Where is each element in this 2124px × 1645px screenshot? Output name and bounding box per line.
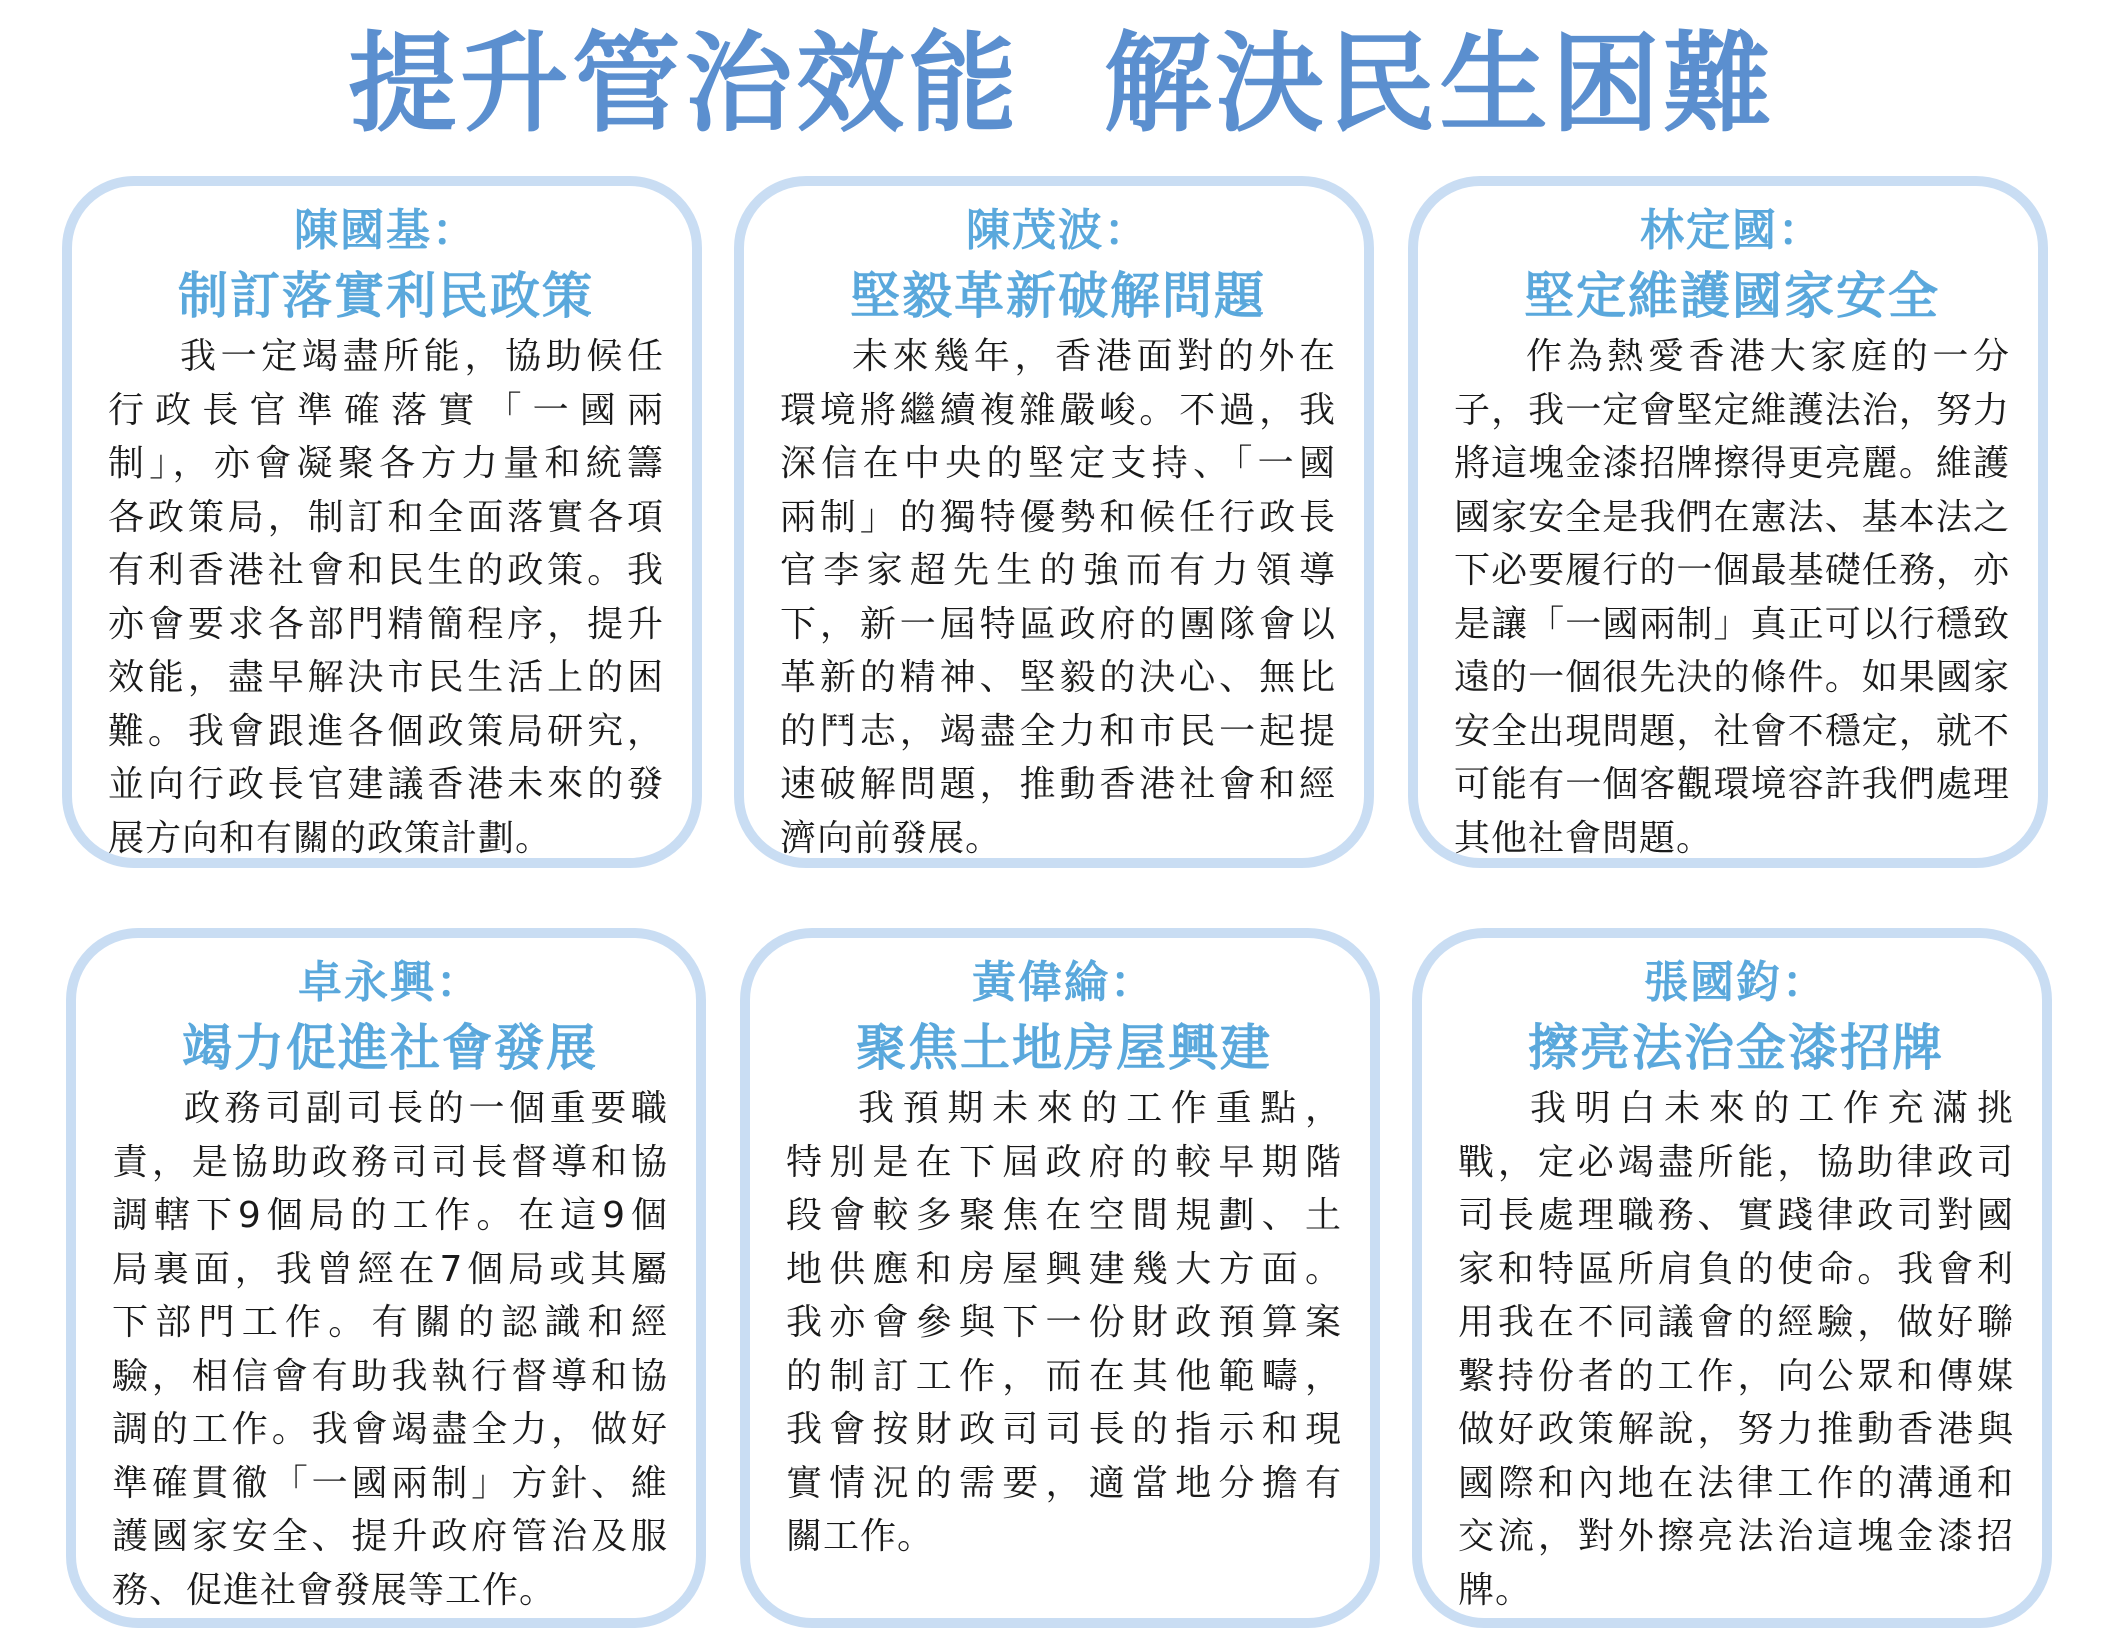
statement-line: 我預期未來的工作重點， [858,1088,1342,1129]
statement-line: 遠的一個很先決的條件。如果國家 [1454,657,2010,698]
statement-line: 國家安全是我們在憲法、基本法之 [1454,496,2010,538]
official-name: 陳國基： [294,205,478,256]
statement-line: 段會較多聚焦在空間規劃、土 [786,1195,1342,1236]
statement-line: 我會按財政司司長的指示和現 [786,1409,1342,1450]
statement-line: 做好政策解說，努力推動香港與 [1458,1409,2014,1450]
card-content [780,200,1336,865]
statement-line: 環境將繼續複雜嚴峻。不過，我 [780,389,1336,431]
card-content [786,952,1342,1564]
statement-card-paul-chan [734,176,1374,868]
statement-line: 難。我會跟進各個政策局研究， [108,710,664,752]
statement-line: 準確貫徹「一國兩制」方針、維 [112,1462,668,1504]
statement-card-chan-kwok-ki [62,176,702,868]
statement-line: 務、促進社會發展等工作。 [112,1569,557,1611]
card-content [1458,952,2014,1617]
statement-card-cheung-kwok-kwan [1412,928,2052,1628]
statement-line: 護國家安全、提升政府管治及服 [112,1516,668,1557]
statement-line: 濟向前發展。 [780,817,1003,859]
card-content [1454,200,2010,865]
statement-line: 國際和內地在法律工作的溝通和 [1458,1462,2014,1504]
statement-line: 政務司副司長的一個重要職 [184,1088,668,1129]
statement-line: 關工作。 [786,1516,935,1557]
statement-line: 責，是協助政務司司長督導和協 [112,1141,668,1183]
statement-line: 戰，定必竭盡所能，協助律政司 [1458,1141,2014,1183]
official-name: 林定國： [1640,205,1824,256]
statement-line: 家和特區所肩負的使命。我會利 [1458,1248,2014,1290]
statement-line: 展方向和有關的政策計劃。 [108,817,553,859]
statement-card-paul-lam [1408,176,2048,868]
statement-line: 亦會要求各部門精簡程序，提升 [108,603,664,645]
card-content [108,200,664,865]
statement-title: 堅定維護國家安全 [1524,267,1940,325]
statement-card-cheuk-wing-hing [66,928,706,1628]
official-name: 黃偉綸： [972,957,1156,1008]
statement-body [112,1082,668,1617]
statement-line: 下必要履行的一個最基礎任務，亦 [1454,550,2010,591]
statement-line: 深信在中央的堅定支持、「一國 [780,443,1336,484]
statement-body [780,330,1336,865]
statement-line: 各政策局，制訂和全面落實各項 [108,496,664,538]
statement-line: 局裏面，我曾經在7個局或其屬 [112,1248,668,1290]
statement-line: 是讓「一國兩制」真正可以行穩致 [1454,603,2010,645]
statement-line: 速破解問題，推動香港社會和經 [780,764,1336,805]
statement-line: 我一定竭盡所能，協助候任 [180,336,664,377]
statement-title: 聚焦土地房屋興建 [856,1019,1272,1077]
statement-title: 制訂落實利民政策 [178,267,594,325]
statement-line: 官李家超先生的強而有力領導 [780,550,1336,591]
statement-line: 地供應和房屋興建幾大方面。 [786,1248,1342,1290]
page-headline: 提升管治效能 解決民生困難 [348,22,1776,147]
statement-line: 作為熱愛香港大家庭的一分 [1526,336,2010,377]
statement-title: 擦亮法治金漆招牌 [1528,1019,1944,1077]
statement-line: 驗，相信會有助我執行督導和協 [112,1355,668,1397]
statement-line: 的制訂工作，而在其他範疇， [786,1355,1342,1397]
statement-title: 竭力促進社會發展 [182,1019,598,1077]
statement-line: 兩制」的獨特優勢和候任行政長 [780,496,1336,538]
statement-line: 革新的精神、堅毅的決心、無比 [780,657,1336,698]
statement-line: 交流，對外擦亮法治這塊金漆招 [1458,1516,2014,1557]
statement-line: 將這塊金漆招牌擦得更亮麗。維護 [1454,443,2010,484]
statement-title: 堅毅革新破解問題 [850,267,1266,325]
card-content [112,952,668,1617]
statement-line: 下，新一屆特區政府的團隊會以 [780,603,1336,645]
statement-body [786,1082,1342,1564]
statement-line: 有利香港社會和民生的政策。我 [108,550,664,591]
statement-line: 實情況的需要，適當地分擔有 [786,1462,1342,1504]
statement-line: 我明白未來的工作充滿挑 [1530,1088,2014,1129]
statement-line: 子，我一定會堅定維護法治，努力 [1454,389,2010,431]
statement-line: 其他社會問題。 [1454,817,1714,859]
statement-line: 安全出現問題，社會不穩定，就不 [1454,710,2010,752]
official-name: 張國鈞： [1644,957,1828,1008]
statement-card-michael-wong [740,928,1380,1628]
statement-line: 繫持份者的工作，向公眾和傳媒 [1458,1355,2014,1397]
statement-body [1454,330,2010,865]
official-name: 陳茂波： [966,205,1150,256]
statement-line: 制」，亦會凝聚各方力量和統籌 [108,443,664,484]
statement-line: 可能有一個客觀環境容許我們處理 [1454,764,2010,805]
statement-line: 行政長官準確落實「一國兩 [108,389,664,431]
statement-body [108,330,664,865]
statement-line: 特別是在下屆政府的較早期階 [786,1141,1342,1183]
statement-line: 牌。 [1458,1569,1533,1611]
statement-body [1458,1082,2014,1617]
statement-line: 用我在不同議會的經驗，做好聯 [1458,1302,2014,1343]
statement-line: 調轄下9個局的工作。在這9個 [112,1195,668,1236]
statement-line: 的鬥志，竭盡全力和市民一起提 [780,710,1336,752]
statement-line: 調的工作。我會竭盡全力，做好 [112,1409,668,1450]
statement-line: 下部門工作。有關的認識和經 [112,1302,668,1343]
statement-line: 我亦會參與下一份財政預算案 [786,1302,1342,1343]
statement-line: 未來幾年，香港面對的外在 [852,336,1336,377]
statement-line: 效能，盡早解決市民生活上的困 [108,657,664,698]
official-name: 卓永興： [298,957,482,1008]
statement-line: 司長處理職務、實踐律政司對國 [1458,1195,2014,1236]
statement-line: 並向行政長官建議香港未來的發 [108,764,664,805]
